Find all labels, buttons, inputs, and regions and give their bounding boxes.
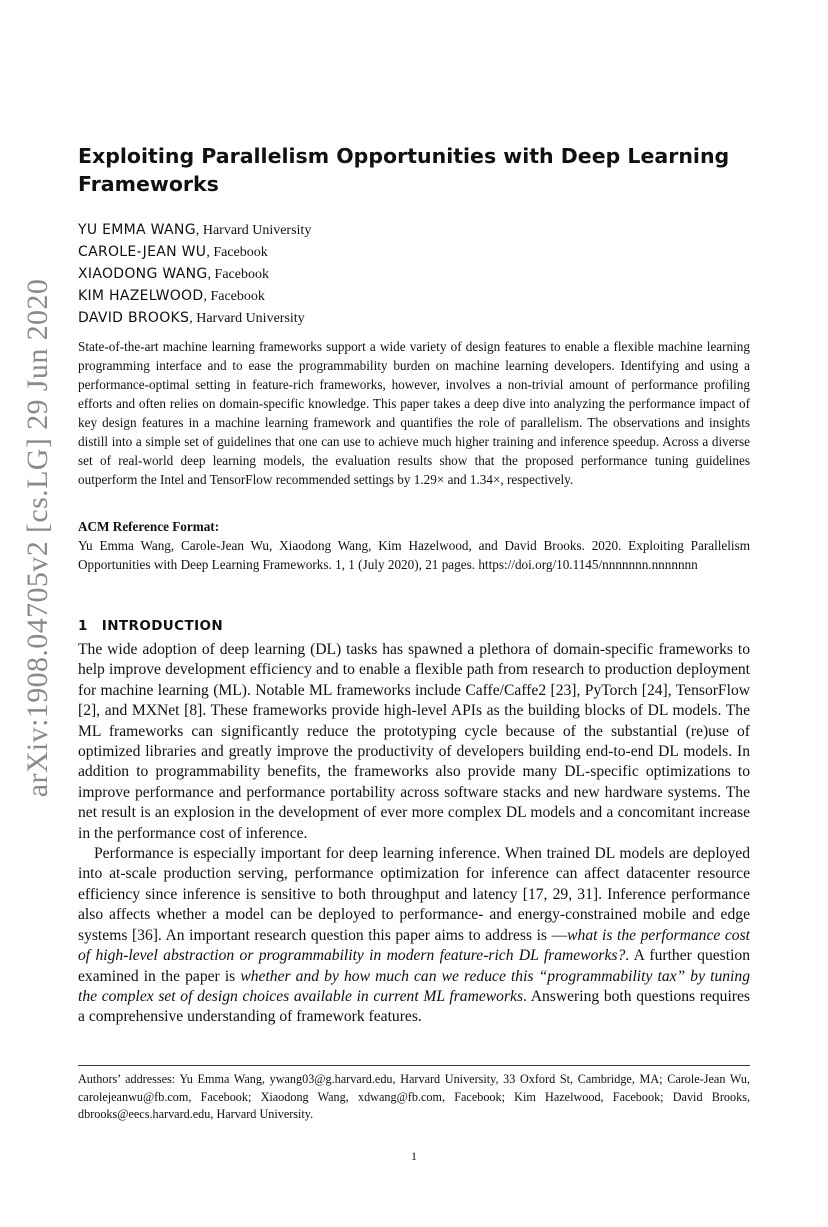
author-entry [78, 241, 750, 263]
paper-title: Exploiting Parallelism Opportunities with Deep Learning Frameworks [78, 144, 730, 196]
author-name: KIM HAZELWOOD [78, 288, 204, 304]
intro-p2-question: whether and by how much can we reduce this “programmability tax” by tuning the complex set of design choices available in current ML frameworks [78, 967, 750, 1005]
author-affiliation: , Harvard University [195, 223, 312, 238]
author-affiliation: , Facebook [207, 267, 269, 282]
author-list [78, 219, 750, 329]
acm-reference-heading: ACM Reference Format: [78, 519, 220, 534]
section-number: 1 [78, 618, 88, 634]
section-heading [78, 618, 750, 634]
intro-p2-question: what is the performance cost of high-level abstraction or programmability in modern feature-rich DL frameworks? [78, 926, 750, 965]
abstract: State-of-the-art machine learning frameworks support a wide variety of design features to enable a flexible machine learning programming interface and to ease the programmability burden on machine learning developers. Identifying and using a performance-optimal setting in feature-rich frameworks, however, involves a non-trivial amount of performance profiling efforts and often relies on domain-specific knowledge. This paper takes a deep dive into analyzing the performance impact of key design features in a machine learning framework and quantifies the role of parallelism. The observations and insights distill into a simple set of guidelines that one can use to achieve much higher training and inference speedup. Across a diverse set of real-world deep learning models, the evaluation results show that the proposed performance tuning guidelines outperform the Intel and TensorFlow recommended settings by 1.29× and 1.34×, respectively. [78, 339, 750, 487]
author-name: DAVID BROOKS [78, 310, 190, 326]
author-entry [78, 219, 750, 241]
intro-p2-text: Performance is especially important for deep learning inference. When trained DL models are deployed into at-scale production serving, performance optimization for inference can affect datacenter resource efficiency since inference is sensitive to both throughput and latency [17, 29, 31]. Inference performance also affects whether a model can be deployed to performance- and energy-constrained mobile and edge systems [36]. An important research question this paper aims to address is — [78, 845, 750, 944]
author-entry [78, 307, 750, 329]
footnote-rule [78, 1065, 750, 1066]
author-entry [78, 263, 750, 285]
introduction-body [78, 640, 750, 1028]
section-title: INTRODUCTION [101, 618, 224, 634]
intro-p2-text: . Answering both questions requires a comprehensive understanding of framework features. [78, 987, 750, 1026]
acm-reference-text: Yu Emma Wang, Carole-Jean Wu, Xiaodong Wang, Kim Hazelwood, and David Brooks. 2020. Exploiting Parallelism Opportunities with Deep Learning Frameworks. 1, 1 (July 2020), 21 pages. https://doi.org/10.1145/nnnnnnn.nnnnnnn [78, 538, 750, 572]
arxiv-identifier-text: arXiv:1908.04705v2 [cs.LG] 29 Jun 2020 [21, 278, 55, 798]
author-affiliation: , Facebook [203, 289, 265, 304]
author-entry [78, 285, 750, 307]
page-number: 1 [411, 1149, 417, 1163]
arxiv-identifier-stamp [8, 238, 68, 838]
author-name: XIAODONG WANG [78, 266, 208, 282]
acm-reference-format [78, 517, 750, 574]
author-name: CAROLE-JEAN WU [78, 244, 207, 260]
author-affiliation: , Facebook [206, 245, 268, 260]
author-name: YU EMMA WANG [78, 222, 196, 238]
author-addresses-footnote: Authors’ addresses: Yu Emma Wang, ywang03@g.harvard.edu, Harvard University, 33 Oxford St, Cambridge, MA; Carole-Jean Wu, carolejeanwu@fb.com, Facebook; Xiaodong Wang, xdwang@fb.com, Facebook; Kim Hazelwood, Facebook; David Brooks, dbrooks@eecs.harvard.edu, Harvard University. [78, 1072, 750, 1122]
intro-paragraph-2 [78, 844, 750, 1028]
intro-p2-text: . A further question examined in the paper is [78, 947, 750, 985]
intro-paragraph-1: The wide adoption of deep learning (DL) tasks has spawned a plethora of domain-specific frameworks to help improve development efficiency and to enable a flexible path from research to production deployment for machine learning (ML). Notable ML frameworks include Caffe/Caffe2 [23], PyTorch [24], TensorFlow [2], and MXNet [8]. These frameworks provide high-level APIs as the building blocks of DL models. The ML frameworks can significantly reduce the prototyping cycle because of the substantial (re)use of optimized libraries and greatly improve the productivity of developers building end-to-end DL models. In addition to programmability benefits, the frameworks also provide many DL-specific optimizations to improve performance and performance portability across software stacks and new hardware systems. The net result is an explosion in the development of ever more complex DL models and a concomitant increase in the performance cost of inference. [78, 641, 750, 842]
author-affiliation: , Harvard University [189, 311, 305, 326]
